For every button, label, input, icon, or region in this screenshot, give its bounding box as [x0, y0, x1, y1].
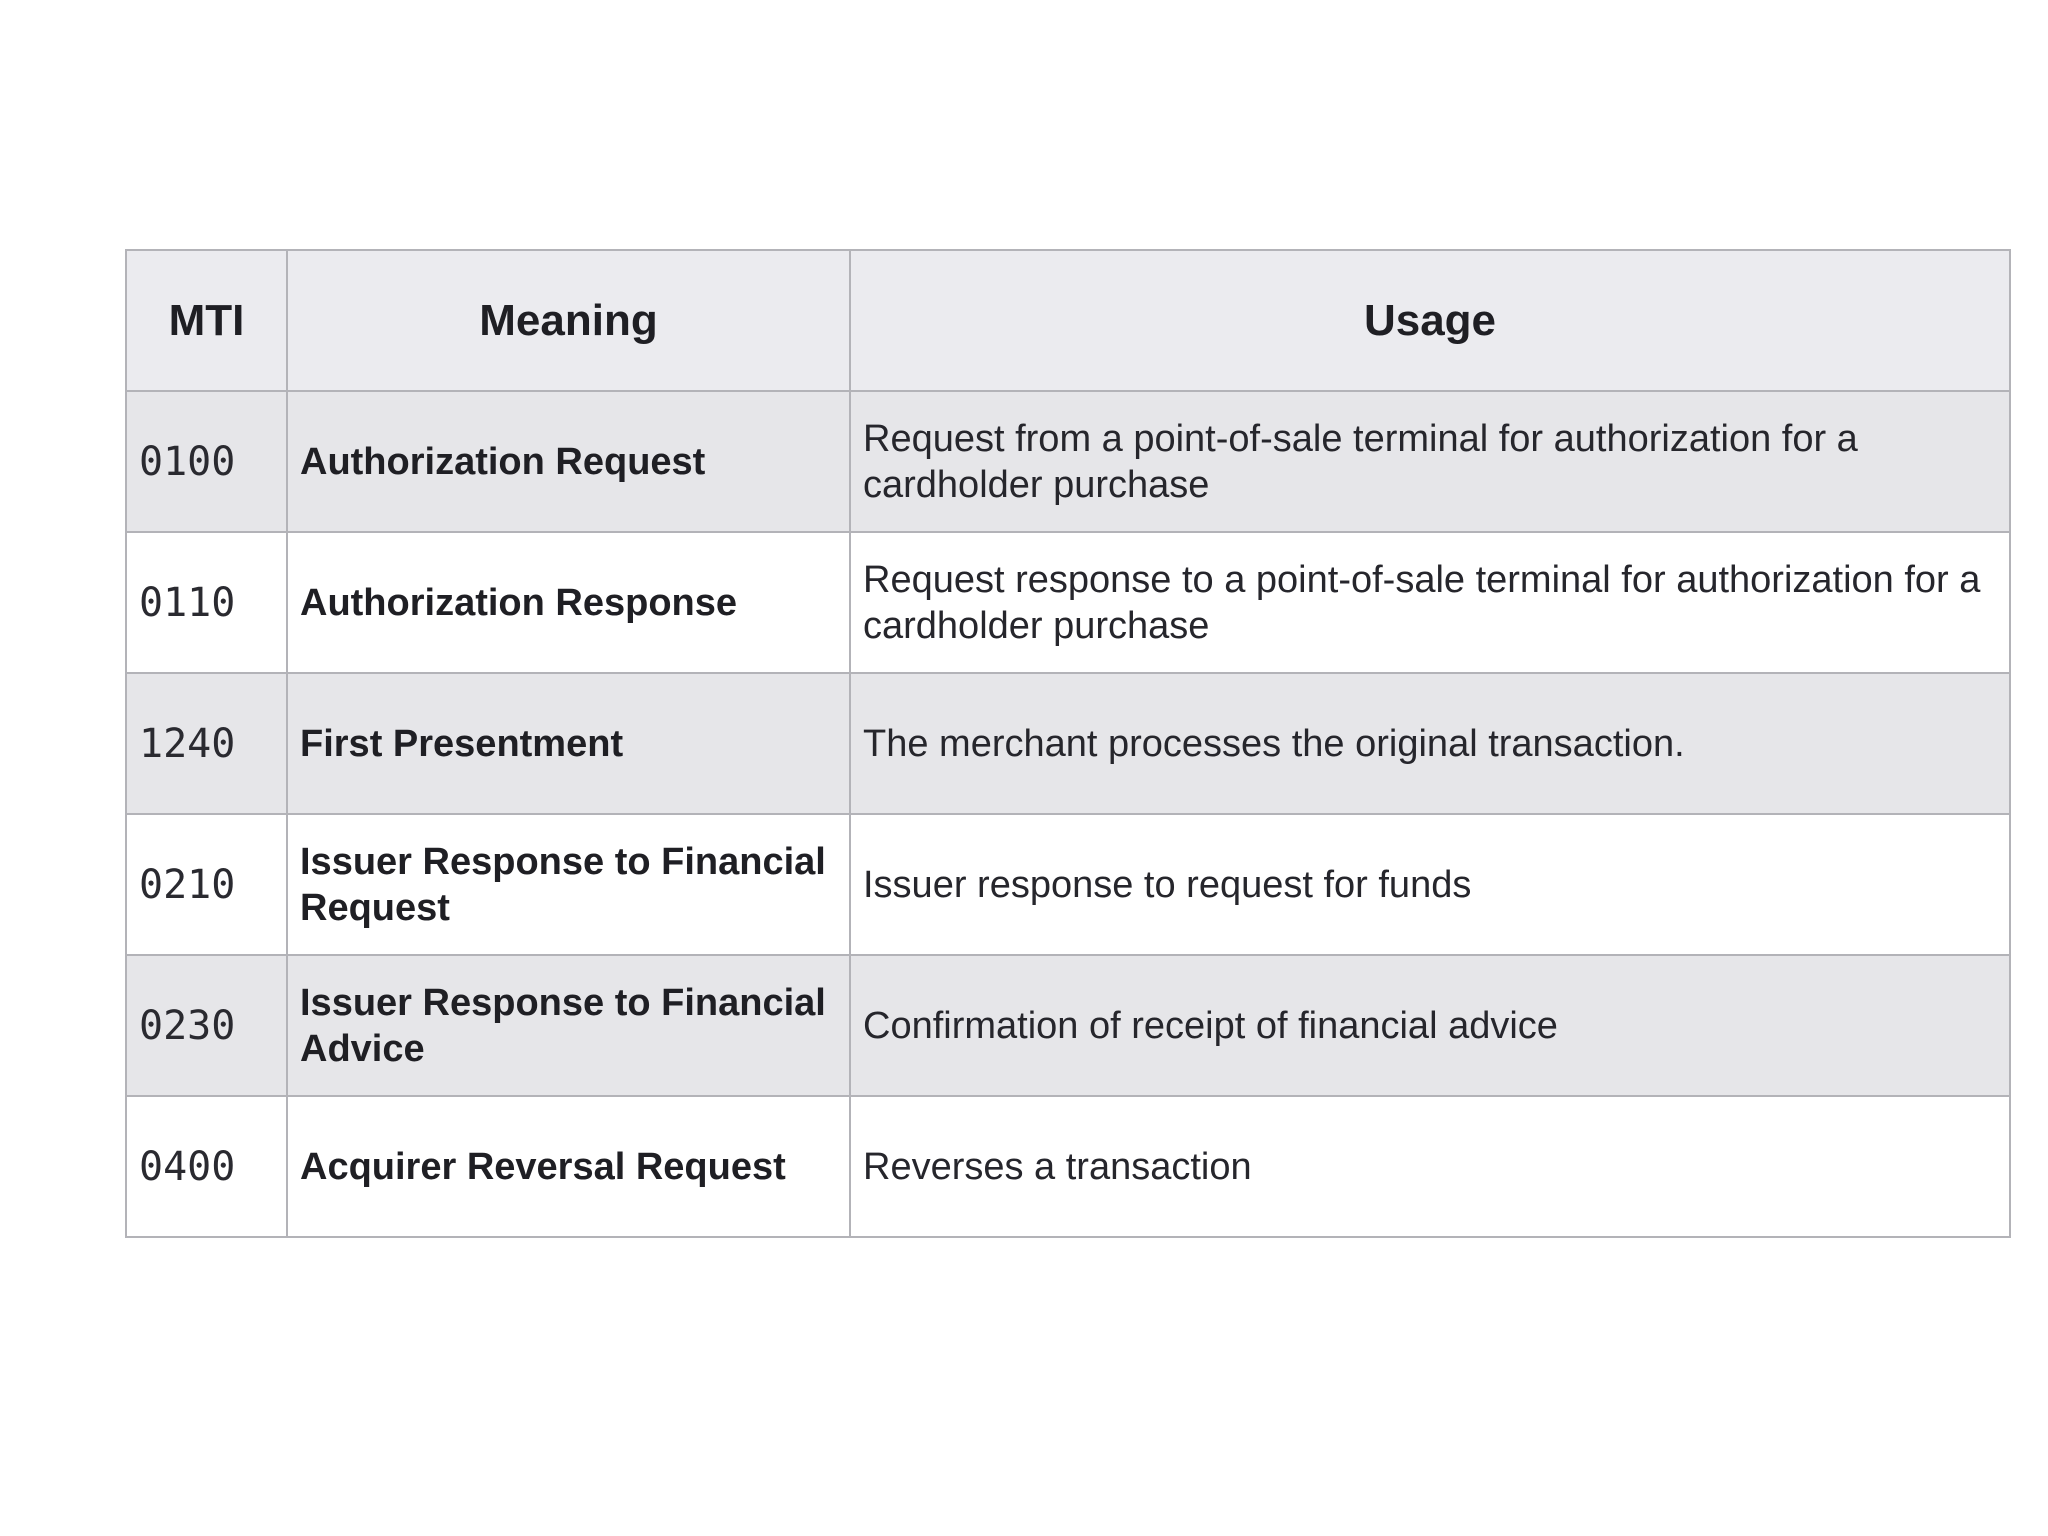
- table-row: [126, 391, 2010, 532]
- header-usage: Usage: [850, 250, 2010, 391]
- meaning-cell: Authorization Response: [287, 532, 850, 673]
- table-row: [126, 955, 2010, 1096]
- header-mti: MTI: [126, 250, 287, 391]
- mti-code: 1240: [126, 673, 287, 814]
- usage-cell: Confirmation of receipt of financial advice: [850, 955, 2010, 1096]
- table-row: [126, 673, 2010, 814]
- table-row: [126, 532, 2010, 673]
- usage-cell: Request from a point-of-sale terminal for authorization for a cardholder purchase: [850, 391, 2010, 532]
- meaning-cell: Authorization Request: [287, 391, 850, 532]
- mti-code: 0400: [126, 1096, 287, 1237]
- table-body: [126, 391, 2010, 1237]
- mti-code: 0210: [126, 814, 287, 955]
- table-row: [126, 1096, 2010, 1237]
- table-row: [126, 814, 2010, 955]
- table-header: [126, 250, 2010, 391]
- mti-code: 0230: [126, 955, 287, 1096]
- meaning-cell: Issuer Response to Financial Advice: [287, 955, 850, 1096]
- meaning-cell: Issuer Response to Financial Request: [287, 814, 850, 955]
- header-row: [126, 250, 2010, 391]
- header-meaning: Meaning: [287, 250, 850, 391]
- mti-table: [125, 249, 2011, 1238]
- usage-cell: Reverses a transaction: [850, 1096, 2010, 1237]
- meaning-cell: First Presentment: [287, 673, 850, 814]
- usage-cell: Issuer response to request for funds: [850, 814, 2010, 955]
- mti-code: 0110: [126, 532, 287, 673]
- usage-cell: Request response to a point-of-sale terminal for authorization for a cardholder purchase: [850, 532, 2010, 673]
- mti-code: 0100: [126, 391, 287, 532]
- usage-cell: The merchant processes the original transaction.: [850, 673, 2010, 814]
- meaning-cell: Acquirer Reversal Request: [287, 1096, 850, 1237]
